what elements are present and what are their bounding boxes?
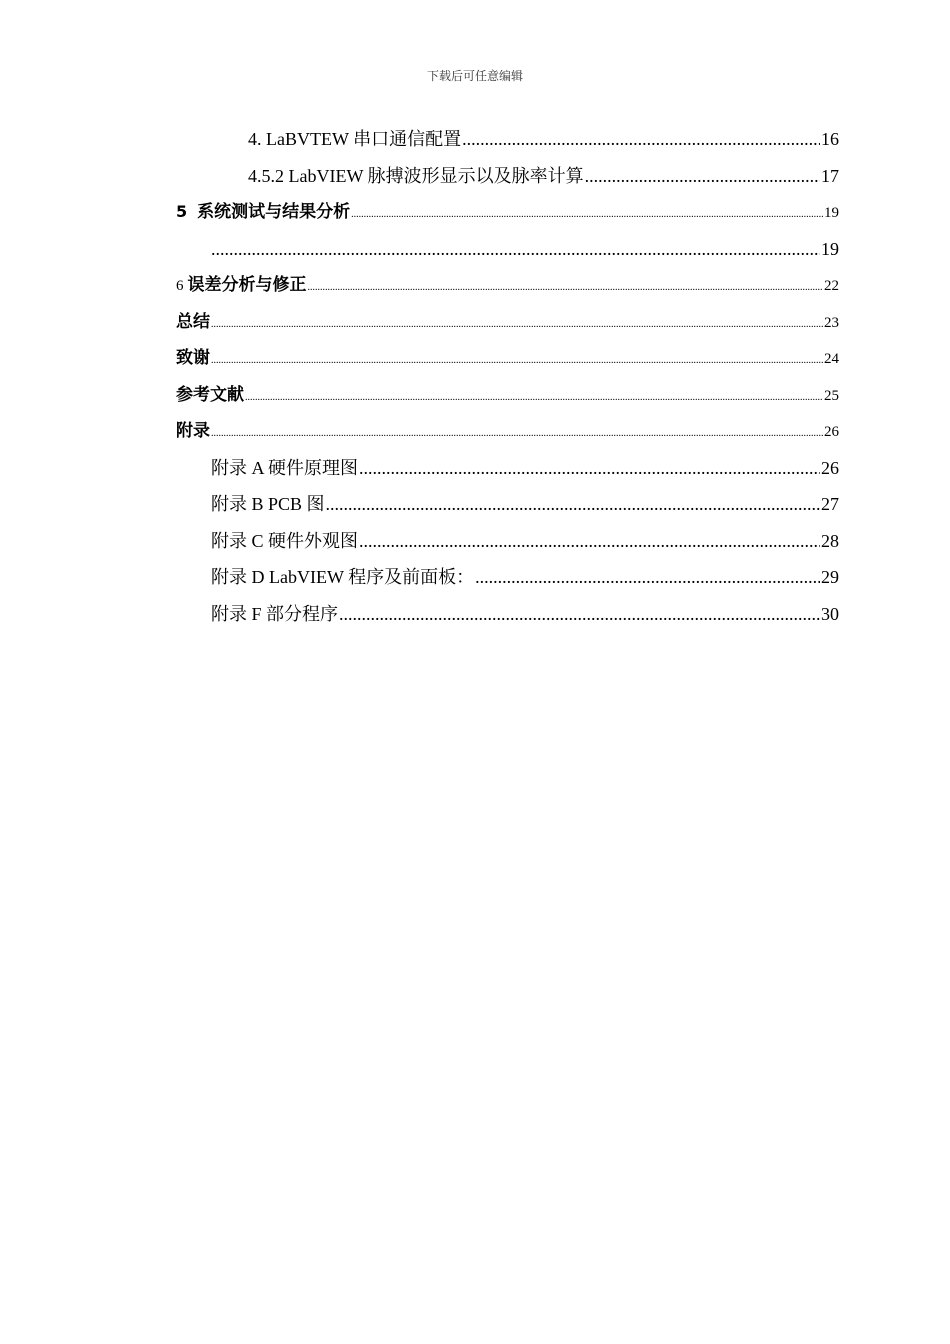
toc-entry-page: 26 [824,424,839,440]
toc-entry[interactable] [176,486,839,523]
toc-entry-page: 24 [824,351,839,367]
toc-dot-leader [211,231,820,268]
toc-entry[interactable] [176,267,839,304]
toc-dot-leader [245,380,823,417]
toc-entry-label: 致谢 [176,348,210,368]
toc-entry-number: 6 [176,278,184,294]
toc-entry-page: 19 [821,238,839,259]
toc-dot-leader [339,596,820,633]
toc-entry-label: 附录 [176,421,210,441]
toc-entry-page: 23 [824,314,839,331]
toc-entry-number: 5 [176,202,188,221]
toc-dot-leader [359,450,820,487]
toc-entry-label: 附录 C 硬件外观图 [211,530,359,551]
toc-entry-label: 4.5.2 LabVIEW 脉搏波形显示以及脉率计算 [248,165,584,186]
toc-entry[interactable] [176,559,839,596]
toc-entry[interactable] [176,304,839,341]
toc-dot-leader [326,486,820,523]
toc-entry[interactable] [176,523,839,560]
toc-entry-label: 总结 [176,311,210,332]
toc-entry-label: 附录 F 部分程序 [211,603,339,624]
toc-entry[interactable] [176,377,839,414]
toc-dot-leader [351,197,823,234]
toc-entry-label: 附录 D LabVIEW 程序及前面板： [211,567,475,587]
toc-entry[interactable] [176,450,839,487]
toc-entry-page: 25 [824,387,839,404]
toc-dot-leader [359,523,820,560]
toc-dot-leader [211,343,823,380]
toc-entry[interactable] [176,194,839,231]
toc-entry-label: 误差分析与修正 [187,275,307,295]
toc-entry-page: 19 [824,205,839,221]
toc-entry[interactable] [176,231,839,268]
toc-entry[interactable] [176,158,839,195]
toc-entry-page: 26 [821,457,839,478]
toc-entry-page: 22 [824,278,839,294]
toc-entry-page: 16 [821,129,839,149]
toc-entry-label: 参考文献 [176,384,244,405]
toc-entry[interactable] [176,413,839,450]
toc-dot-leader [475,559,820,596]
toc-entry-label: 系统测试与结果分析 [197,202,351,222]
toc-entry-page: 30 [821,603,839,624]
toc-dot-leader [308,270,824,307]
table-of-contents [176,121,839,632]
toc-entry-label: 4. LaBVTEW 串口通信配置 [248,129,462,149]
toc-entry-page: 17 [821,165,839,186]
toc-dot-leader [585,158,820,195]
toc-entry[interactable] [176,596,839,633]
toc-entry[interactable] [176,340,839,377]
page-header-note: 下载后可任意编辑 [426,69,523,83]
toc-dot-leader [462,121,820,158]
toc-entry[interactable] [176,121,839,158]
toc-dot-leader [211,416,823,453]
toc-entry-page: 28 [821,530,839,551]
toc-entry-label: 附录 B PCB 图 [211,494,325,514]
toc-dot-leader [211,307,823,344]
toc-entry-page: 27 [821,494,839,514]
toc-entry-page: 29 [821,567,839,587]
toc-entry-label: 附录 A 硬件原理图 [211,457,359,478]
